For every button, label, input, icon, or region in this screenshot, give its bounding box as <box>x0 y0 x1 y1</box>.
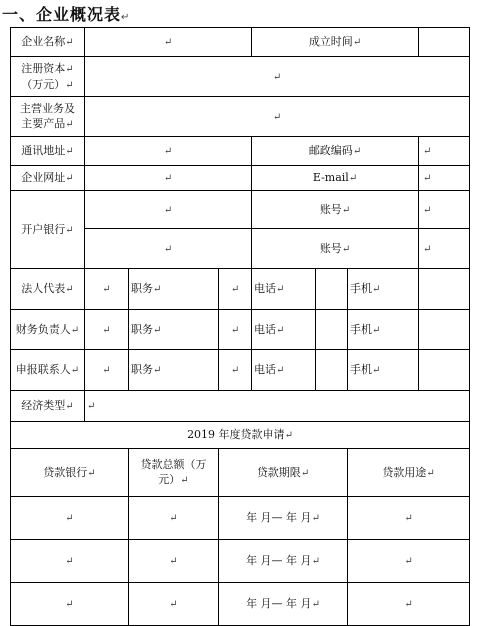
header-loan-bank: 贷款银行↵ <box>11 449 129 497</box>
field-legal-rep-mobile[interactable] <box>419 269 470 310</box>
label-registered-capital: 注册资本↵ （万元）↵ <box>11 57 85 97</box>
loan-row-1-bank[interactable]: ↵ <box>11 497 129 540</box>
field-applicant-contact-position[interactable]: ↵ <box>219 350 252 391</box>
label-finance-head-mobile: 手机↵ <box>348 310 419 350</box>
label-website: 企业网址↵ <box>11 166 85 191</box>
header-loan-amount: 贷款总额（万 元）↵ <box>129 449 219 497</box>
field-legal-rep-phone[interactable] <box>316 269 348 310</box>
section-title: 一、企业概况表↵ <box>2 5 131 24</box>
label-applicant-contact-mobile: 手机↵ <box>348 350 419 391</box>
loan-row-3-amount[interactable]: ↵ <box>129 583 219 626</box>
field-economic-type[interactable]: ↵ <box>85 391 470 422</box>
label-account-1: 账号↵ <box>252 191 419 229</box>
field-email[interactable]: ↵ <box>419 166 470 191</box>
label-legal-rep-phone: 电话↵ <box>252 269 316 310</box>
label-finance-head: 财务负责人↵ <box>11 310 85 350</box>
label-economic-type: 经济类型↵ <box>11 391 85 422</box>
loan-section-header: 2019 年度贷款申请↵ <box>11 422 470 449</box>
loan-row-2-bank[interactable]: ↵ <box>11 540 129 583</box>
label-bank: 开户银行↵ <box>11 191 85 269</box>
label-address: 通讯地址↵ <box>11 137 85 166</box>
loan-row-3-usage[interactable]: ↵ <box>348 583 470 626</box>
field-legal-rep-position[interactable]: ↵ <box>219 269 252 310</box>
field-finance-head-mobile[interactable] <box>419 310 470 350</box>
loan-row-3-term[interactable]: 年 月— 年 月↵ <box>219 583 348 626</box>
field-finance-head-name[interactable]: ↵ <box>85 310 129 350</box>
label-founded: 成立时间↵ <box>252 28 419 57</box>
field-legal-rep-name[interactable]: ↵ <box>85 269 129 310</box>
field-applicant-contact-phone[interactable] <box>316 350 348 391</box>
field-applicant-contact-mobile[interactable] <box>419 350 470 391</box>
field-company-name[interactable]: ↵ <box>85 28 252 57</box>
field-bank-1[interactable]: ↵ <box>85 191 252 229</box>
loan-row-1-usage[interactable]: ↵ <box>348 497 470 540</box>
field-account-1[interactable]: ↵ <box>419 191 470 229</box>
label-applicant-contact: 申报联系人↵ <box>11 350 85 391</box>
label-finance-head-phone: 电话↵ <box>252 310 316 350</box>
label-main-business: 主营业务及 主要产品↵ <box>11 97 85 137</box>
label-email: E-mail↵ <box>252 166 419 191</box>
header-loan-usage: 贷款用途↵ <box>348 449 470 497</box>
label-legal-rep-position: 职务↵ <box>129 269 219 310</box>
header-loan-term: 贷款期限↵ <box>219 449 348 497</box>
company-overview-table <box>10 27 470 626</box>
label-applicant-contact-position: 职务↵ <box>129 350 219 391</box>
field-address[interactable]: ↵ <box>85 137 252 166</box>
label-company-name: 企业名称↵ <box>11 28 85 57</box>
field-applicant-contact-name[interactable]: ↵ <box>85 350 129 391</box>
label-legal-rep-mobile: 手机↵ <box>348 269 419 310</box>
field-registered-capital[interactable]: ↵ <box>85 57 470 97</box>
loan-row-1-term[interactable]: 年 月— 年 月↵ <box>219 497 348 540</box>
field-account-2[interactable]: ↵ <box>419 229 470 269</box>
field-main-business[interactable]: ↵ <box>85 97 470 137</box>
label-account-2: 账号↵ <box>252 229 419 269</box>
field-website[interactable]: ↵ <box>85 166 252 191</box>
field-finance-head-position[interactable]: ↵ <box>219 310 252 350</box>
loan-row-1-amount[interactable]: ↵ <box>129 497 219 540</box>
label-finance-head-position: 职务↵ <box>129 310 219 350</box>
loan-row-3-bank[interactable]: ↵ <box>11 583 129 626</box>
label-applicant-contact-phone: 电话↵ <box>252 350 316 391</box>
label-legal-rep: 法人代表↵ <box>11 269 85 310</box>
loan-row-2-amount[interactable]: ↵ <box>129 540 219 583</box>
label-postal-code: 邮政编码↵ <box>252 137 419 166</box>
field-postal-code[interactable]: ↵ <box>419 137 470 166</box>
field-bank-2[interactable]: ↵ <box>85 229 252 269</box>
loan-row-2-usage[interactable]: ↵ <box>348 540 470 583</box>
loan-row-2-term[interactable]: 年 月— 年 月↵ <box>219 540 348 583</box>
field-finance-head-phone[interactable] <box>316 310 348 350</box>
field-founded[interactable] <box>419 28 470 57</box>
